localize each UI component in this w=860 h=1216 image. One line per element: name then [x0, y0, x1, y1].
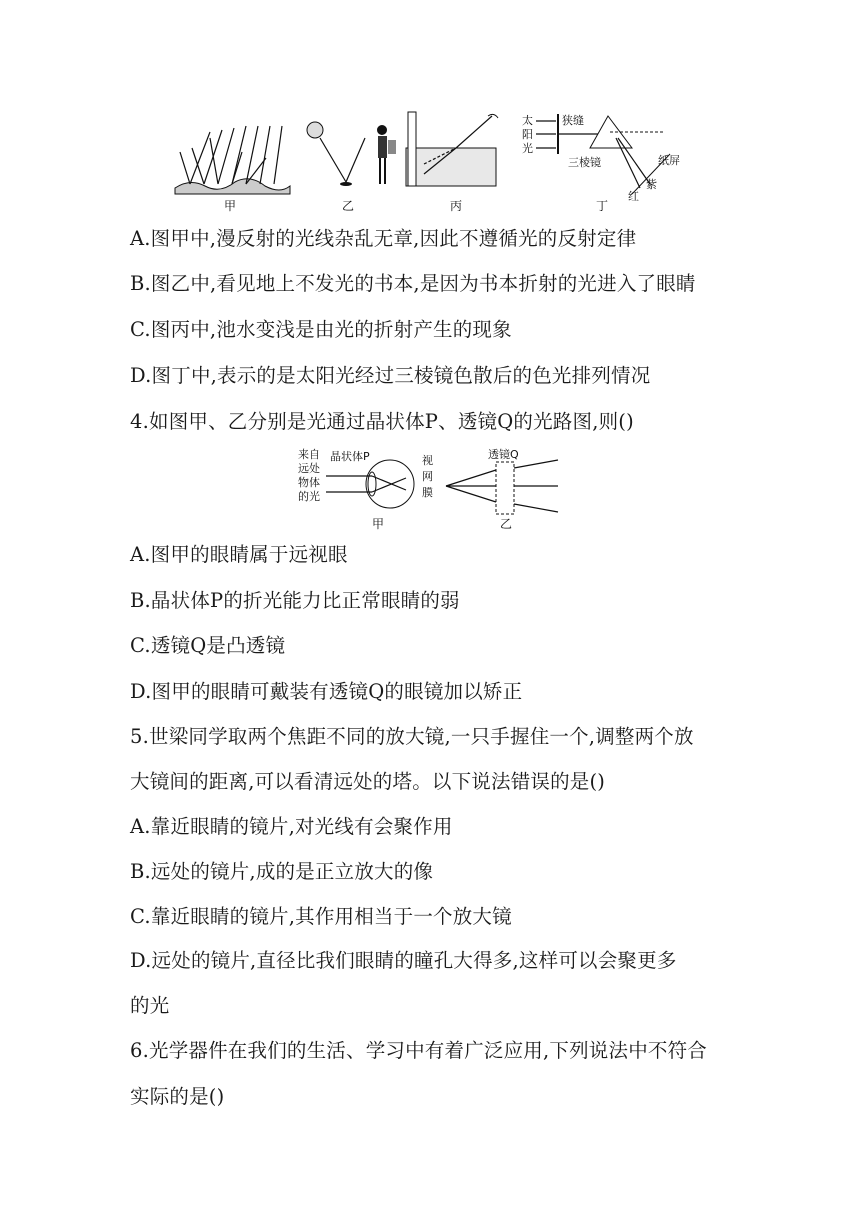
- q3-option-a: A.图甲中,漫反射的光线杂乱无章,因此不遵循光的反射定律: [130, 227, 637, 250]
- label-red: 红: [628, 190, 639, 203]
- q4-option-a: A.图甲的眼睛属于远视眼: [130, 543, 348, 566]
- q3-option-d: D.图丁中,表示的是太阳光经过三棱镜色散后的色光排列情况: [130, 364, 651, 387]
- q4-stem: 4.如图甲、乙分别是光通过晶状体P、透镜Q的光路图,则(): [130, 410, 634, 433]
- caption-fig1-a: 甲: [223, 199, 237, 213]
- label-sun-2: 阳: [522, 128, 533, 141]
- label-sun-1: 太: [522, 114, 533, 127]
- book-reflection-diagram: [307, 122, 365, 186]
- label-source-2: 远处: [298, 462, 320, 475]
- prism-dispersion-diagram: [522, 113, 680, 203]
- q5-option-d-line2: 的光: [130, 994, 170, 1017]
- caption-fig1-d: 丁: [595, 199, 609, 213]
- label-lens-p: 晶状体P: [330, 450, 370, 463]
- label-purple: 紫: [646, 178, 657, 191]
- caption-fig1-c: 丙: [449, 199, 463, 213]
- q5-option-b: B.远处的镜片,成的是正立放大的像: [130, 860, 434, 883]
- lens-q-diagram: [446, 447, 558, 531]
- label-source-4: 的光: [298, 490, 320, 503]
- pool-refraction-diagram: [406, 112, 498, 186]
- caption-fig2-a: 甲: [371, 517, 385, 531]
- caption-fig2-b: 乙: [499, 517, 513, 531]
- label-retina-3: 膜: [422, 486, 433, 499]
- q5-option-c: C.靠近眼睛的镜片,其作用相当于一个放大镜: [130, 905, 512, 928]
- label-prism: 三棱镜: [568, 156, 601, 169]
- label-source-3: 物体: [298, 476, 320, 489]
- q6-stem-line1: 6.光学器件在我们的生活、学习中有着广泛应用,下列说法中不符合: [130, 1039, 708, 1062]
- label-source-1: 来自: [298, 448, 320, 461]
- eye-diagram: [298, 447, 433, 531]
- q3-option-c: C.图丙中,池水变浅是由光的折射产生的现象: [130, 318, 512, 341]
- figure-eye-lens: [296, 446, 564, 536]
- q4-option-b: B.晶状体P的折光能力比正常眼睛的弱: [130, 589, 460, 612]
- diffuse-reflection-diagram: [175, 126, 290, 194]
- label-retina-2: 网: [422, 470, 433, 483]
- label-sun-3: 光: [522, 142, 533, 155]
- q5-stem-line1: 5.世梁同学取两个焦距不同的放大镜,一只手握住一个,调整两个放: [130, 725, 694, 748]
- caption-fig1-b: 乙: [341, 199, 355, 213]
- label-slit: 狭缝: [562, 114, 584, 127]
- figure-optics-phenomena: [170, 108, 690, 216]
- q6-stem-line2: 实际的是(): [130, 1085, 225, 1108]
- q4-option-c: C.透镜Q是凸透镜: [130, 634, 286, 657]
- person-figure: [377, 125, 396, 184]
- q5-option-a: A.靠近眼睛的镜片,对光线有会聚作用: [130, 815, 453, 838]
- label-lens-q: 透镜Q: [488, 448, 519, 461]
- q4-option-d: D.图甲的眼睛可戴装有透镜Q的眼镜加以矫正: [130, 680, 523, 703]
- q5-option-d-line1: D.远处的镜片,直径比我们眼睛的瞳孔大得多,这样可以会聚更多: [130, 949, 677, 972]
- q5-stem-line2: 大镜间的距离,可以看清远处的塔。以下说法错误的是(): [130, 770, 606, 793]
- q3-option-b: B.图乙中,看见地上不发光的书本,是因为书本折射的光进入了眼睛: [130, 272, 696, 295]
- label-retina-1: 视: [422, 454, 433, 467]
- label-screen: 纸屏: [658, 154, 680, 167]
